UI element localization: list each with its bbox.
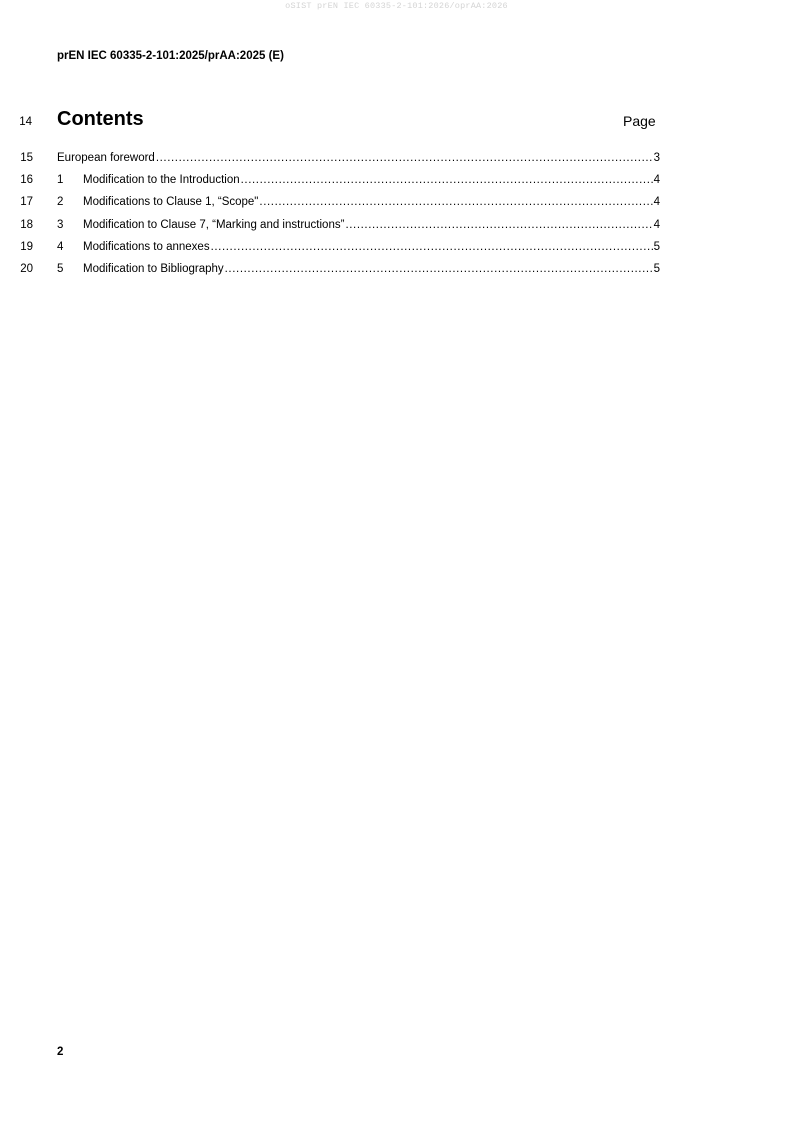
toc-entry-page: 4 — [653, 218, 660, 231]
line-number: 19 — [20, 240, 33, 253]
toc-entry-page: 5 — [653, 240, 660, 253]
toc-row — [0, 240, 793, 262]
line-number: 16 — [20, 174, 33, 187]
toc-entry-number: 2 — [57, 196, 64, 209]
toc-entry-annexes[interactable] — [57, 240, 660, 254]
page-column-label: Page — [623, 113, 656, 129]
toc-entry-title: Modification to Bibliography — [83, 262, 224, 275]
line-number: 18 — [20, 218, 33, 231]
toc-entry-title: Modification to Clause 7, “Marking and instructions” — [83, 218, 345, 231]
line-number: 14 — [19, 116, 32, 128]
toc-row — [0, 218, 793, 240]
toc-row — [0, 262, 793, 284]
toc-row — [0, 173, 793, 195]
page-number: 2 — [57, 1046, 64, 1058]
table-of-contents — [0, 151, 793, 284]
toc-entry-page: 3 — [653, 152, 660, 164]
toc-entry-marking-and-instructions[interactable] — [57, 218, 660, 232]
watermark: oSIST prEN IEC 60335-2-101:2026/oprAA:2026 — [285, 1, 508, 11]
contents-title: Contents — [57, 108, 144, 130]
line-number: 15 — [20, 152, 33, 164]
toc-entry-number: 5 — [57, 262, 64, 275]
toc-entry-page: 5 — [653, 262, 660, 275]
toc-row — [0, 151, 793, 173]
toc-entry-scope[interactable] — [57, 195, 660, 209]
toc-leader-dots — [241, 173, 653, 187]
toc-entry-bibliography[interactable] — [57, 262, 660, 276]
toc-entry-number: 1 — [57, 174, 64, 187]
toc-entry-title: European foreword — [57, 152, 155, 164]
toc-entry-title: Modification to the Introduction — [83, 174, 240, 187]
toc-entry-page: 4 — [653, 174, 660, 187]
toc-entry-european-foreword[interactable] — [57, 151, 660, 165]
toc-leader-dots — [345, 218, 652, 232]
toc-row — [0, 195, 793, 217]
toc-entry-introduction[interactable] — [57, 173, 660, 187]
toc-leader-dots — [225, 262, 653, 276]
toc-entry-title: Modifications to Clause 1, “Scope" — [83, 196, 259, 209]
toc-entry-number: 4 — [57, 240, 64, 253]
toc-entry-page: 4 — [653, 196, 660, 209]
line-number: 17 — [20, 196, 33, 209]
document-id-header: prEN IEC 60335-2-101:2025/prAA:2025 (E) — [57, 50, 284, 62]
toc-entry-title: Modifications to annexes — [83, 240, 210, 253]
contents-heading-row — [0, 106, 793, 134]
line-number: 20 — [20, 262, 33, 275]
toc-leader-dots — [156, 151, 653, 165]
toc-leader-dots — [211, 240, 653, 254]
toc-leader-dots — [259, 195, 652, 209]
toc-entry-number: 3 — [57, 218, 64, 231]
